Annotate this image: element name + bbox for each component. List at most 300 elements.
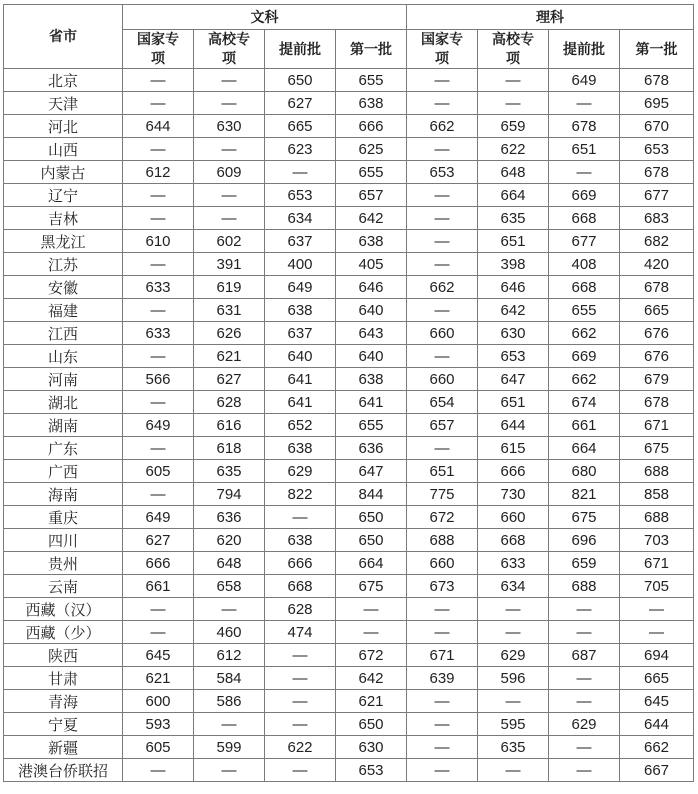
score-cell: 650 [265,69,336,92]
score-cell: 638 [265,437,336,460]
score-cell: 626 [194,322,265,345]
score-cell: — [123,437,194,460]
table-row [4,276,694,299]
score-cell: 628 [194,391,265,414]
score-cell: — [123,759,194,782]
score-cell: 610 [123,230,194,253]
score-cell: 400 [265,253,336,276]
score-cell: 775 [407,483,478,506]
province-cell: 海南 [4,483,123,506]
subheader-line: 国家专 [137,31,179,47]
score-cell: 641 [265,391,336,414]
score-cell: — [407,299,478,322]
score-cell: 680 [549,460,620,483]
score-cell: 678 [549,115,620,138]
province-cell: 内蒙古 [4,161,123,184]
score-cell: 630 [478,322,549,345]
score-cell: 649 [549,69,620,92]
score-cell: — [194,184,265,207]
score-cell: 677 [620,184,694,207]
score-cell: 621 [194,345,265,368]
score-cell: 650 [336,529,407,552]
score-cell: 662 [407,115,478,138]
province-cell: 西藏（汉） [4,598,123,621]
score-cell: — [407,713,478,736]
score-cell: — [265,690,336,713]
score-cell: — [407,437,478,460]
score-cell: 665 [620,667,694,690]
province-cell: 安徽 [4,276,123,299]
score-cell: 662 [549,368,620,391]
score-cell: 664 [478,184,549,207]
score-cell: 678 [620,69,694,92]
table-row [4,437,694,460]
score-cell: 678 [620,276,694,299]
score-cell: 638 [336,92,407,115]
score-cell: 627 [265,92,336,115]
score-cell: — [478,759,549,782]
score-cell: 858 [620,483,694,506]
subheader-line: 提前批 [563,40,605,57]
score-cell: 659 [478,115,549,138]
province-cell: 黑龙江 [4,230,123,253]
score-cell: — [478,92,549,115]
score-cell: — [265,713,336,736]
score-cell: 703 [620,529,694,552]
score-cell: — [549,736,620,759]
score-cell: — [194,69,265,92]
score-cell: 649 [123,506,194,529]
province-cell: 港澳台侨联招 [4,759,123,782]
score-cell: 602 [194,230,265,253]
score-cell: 669 [549,345,620,368]
score-cell: 612 [123,161,194,184]
score-cell: 647 [336,460,407,483]
table-row [4,92,694,115]
score-cell: 662 [620,736,694,759]
table-row [4,299,694,322]
score-cell: 669 [549,184,620,207]
score-cell: 636 [194,506,265,529]
province-cell: 西藏（少） [4,621,123,644]
score-cell: 650 [336,713,407,736]
score-cell: 655 [336,161,407,184]
score-cell: 612 [194,644,265,667]
table-body [4,69,694,782]
score-cell: 593 [123,713,194,736]
group-header-arts: 文科 [123,5,407,30]
score-cell: — [407,736,478,759]
score-cell: 615 [478,437,549,460]
score-cell: 651 [478,230,549,253]
score-cell: — [407,253,478,276]
score-cell: 642 [478,299,549,322]
score-cell: 668 [549,276,620,299]
table-row [4,529,694,552]
arts-early-batch-header [265,30,336,69]
province-cell: 重庆 [4,506,123,529]
province-cell: 江苏 [4,253,123,276]
table-row [4,161,694,184]
table-row [4,713,694,736]
score-cell: 622 [265,736,336,759]
score-cell: 660 [478,506,549,529]
score-cell: — [336,598,407,621]
score-cell: — [407,690,478,713]
score-cell: 635 [478,207,549,230]
score-cell: — [549,667,620,690]
score-cell: — [194,138,265,161]
score-cell: 678 [620,391,694,414]
score-cell: 655 [336,414,407,437]
score-cell: 640 [336,345,407,368]
score-cell: — [123,138,194,161]
score-cell: 671 [620,414,694,437]
score-cell: 664 [549,437,620,460]
score-cell: 687 [549,644,620,667]
table-row [4,138,694,161]
score-cell: 688 [407,529,478,552]
score-cell: — [478,621,549,644]
score-cell: 694 [620,644,694,667]
score-cell: — [123,207,194,230]
score-cell: 629 [265,460,336,483]
score-cell: 688 [620,506,694,529]
score-cell: 638 [265,529,336,552]
score-cell: 652 [265,414,336,437]
province-cell: 广东 [4,437,123,460]
score-cell: 822 [265,483,336,506]
score-cell: — [549,621,620,644]
province-cell: 河南 [4,368,123,391]
score-cell: 649 [265,276,336,299]
score-cell: 618 [194,437,265,460]
score-cell: 666 [265,552,336,575]
score-cell: — [123,299,194,322]
score-cell: 651 [549,138,620,161]
score-cell: 651 [478,391,549,414]
score-cell: 635 [478,736,549,759]
score-cell: 635 [194,460,265,483]
score-cell: 670 [620,115,694,138]
score-cell: 605 [123,736,194,759]
table-row [4,736,694,759]
score-cell: 653 [620,138,694,161]
score-cell: 623 [265,138,336,161]
score-cell: 672 [407,506,478,529]
score-cell: 638 [336,230,407,253]
score-cell: 655 [549,299,620,322]
score-cell: 667 [620,759,694,782]
score-cell: 640 [336,299,407,322]
score-cell: — [265,644,336,667]
score-cell: 628 [265,598,336,621]
score-cell: 665 [620,299,694,322]
province-cell: 河北 [4,115,123,138]
table-row [4,115,694,138]
score-cell: 622 [478,138,549,161]
score-cell: 696 [549,529,620,552]
subheader-line: 项 [435,50,449,66]
score-cell: 636 [336,437,407,460]
score-cell: 661 [123,575,194,598]
score-cell: — [123,621,194,644]
province-cell: 山西 [4,138,123,161]
score-cell: 633 [478,552,549,575]
score-cell: 688 [620,460,694,483]
score-cell: 630 [336,736,407,759]
score-cell: 675 [620,437,694,460]
table-row [4,184,694,207]
score-cell: 627 [123,529,194,552]
score-cell: 660 [407,368,478,391]
score-cell: — [123,345,194,368]
score-cell: 644 [620,713,694,736]
province-cell: 天津 [4,92,123,115]
subheader-line: 项 [506,50,520,66]
score-cell: 666 [336,115,407,138]
table-header [4,5,694,69]
arts-first-batch-header [336,30,407,69]
score-cell: 629 [478,644,549,667]
subheader-line: 项 [222,50,236,66]
subheader-line: 高校专 [492,31,534,47]
province-header: 省市 [4,5,123,69]
score-cell: 633 [123,322,194,345]
score-cell: 668 [265,575,336,598]
score-cell: 657 [407,414,478,437]
score-cell: 653 [407,161,478,184]
score-cell: 644 [478,414,549,437]
score-cell: 605 [123,460,194,483]
score-cell: 648 [478,161,549,184]
science-first-batch-header [620,30,694,69]
score-cell: 678 [620,161,694,184]
score-cell: 408 [549,253,620,276]
score-cell: 655 [336,69,407,92]
subheader-line: 第一批 [635,40,678,57]
table-row [4,598,694,621]
score-cell: 595 [478,713,549,736]
score-cell: 616 [194,414,265,437]
score-cell: 654 [407,391,478,414]
score-cell: 705 [620,575,694,598]
score-cell: 621 [336,690,407,713]
score-cell: 621 [123,667,194,690]
score-cell: 643 [336,322,407,345]
arts-university-special-header [194,30,265,69]
score-cell: 640 [265,345,336,368]
score-cell: 682 [620,230,694,253]
table-row [4,690,694,713]
score-cell: — [549,759,620,782]
score-cell: 671 [407,644,478,667]
score-cell: — [265,161,336,184]
score-cell: — [478,690,549,713]
score-cell: — [478,69,549,92]
score-cell: 642 [336,667,407,690]
score-cell: — [549,92,620,115]
score-cell: 673 [407,575,478,598]
score-cell: 844 [336,483,407,506]
province-cell: 新疆 [4,736,123,759]
score-cell: — [549,598,620,621]
table-row [4,207,694,230]
score-cell: 398 [478,253,549,276]
table-row [4,253,694,276]
score-cell: — [620,621,694,644]
score-cell: 630 [194,115,265,138]
score-cell: 637 [265,230,336,253]
score-cell: 600 [123,690,194,713]
score-cell: 639 [407,667,478,690]
score-cell: 688 [549,575,620,598]
score-cell: — [265,667,336,690]
score-cell: 695 [620,92,694,115]
group-header-row [4,5,694,30]
score-cell: — [407,759,478,782]
score-table [3,4,694,782]
score-cell: 625 [336,138,407,161]
score-cell: — [194,598,265,621]
score-cell: 662 [407,276,478,299]
table-row [4,506,694,529]
score-cell: 676 [620,322,694,345]
score-cell: 661 [549,414,620,437]
score-cell: — [123,598,194,621]
score-cell: 653 [336,759,407,782]
table-row [4,483,694,506]
province-cell: 云南 [4,575,123,598]
subheader-line: 国家专 [421,31,463,47]
province-cell: 湖南 [4,414,123,437]
province-cell: 福建 [4,299,123,322]
score-cell: 620 [194,529,265,552]
score-cell: 674 [549,391,620,414]
subheader-line: 高校专 [208,31,250,47]
score-cell: 651 [407,460,478,483]
score-cell: — [123,483,194,506]
score-cell: 659 [549,552,620,575]
score-cell: 627 [194,368,265,391]
score-cell: — [123,391,194,414]
score-cell: 794 [194,483,265,506]
score-cell: — [194,207,265,230]
score-cell: 666 [123,552,194,575]
score-cell: 645 [620,690,694,713]
score-cell: 596 [478,667,549,690]
score-cell: — [407,207,478,230]
science-early-batch-header [549,30,620,69]
science-university-special-header [478,30,549,69]
score-cell: — [549,161,620,184]
subheader-line: 提前批 [279,40,321,57]
score-cell: 821 [549,483,620,506]
score-cell: 641 [265,368,336,391]
score-cell: — [620,598,694,621]
table-row [4,414,694,437]
score-cell: — [407,69,478,92]
province-cell: 江西 [4,322,123,345]
score-cell: — [194,92,265,115]
score-cell: 672 [336,644,407,667]
score-cell: — [478,598,549,621]
score-cell: 634 [478,575,549,598]
score-cell: — [336,621,407,644]
score-cell: 665 [265,115,336,138]
province-cell: 北京 [4,69,123,92]
province-cell: 四川 [4,529,123,552]
score-cell: 391 [194,253,265,276]
score-cell: — [265,759,336,782]
score-cell: 677 [549,230,620,253]
score-cell: — [407,230,478,253]
score-cell: 566 [123,368,194,391]
score-cell: 650 [336,506,407,529]
score-cell: 609 [194,161,265,184]
score-cell: — [407,92,478,115]
score-cell: 679 [620,368,694,391]
province-cell: 贵州 [4,552,123,575]
score-cell: 619 [194,276,265,299]
score-cell: 648 [194,552,265,575]
score-cell: 637 [265,322,336,345]
table-row [4,644,694,667]
province-cell: 湖北 [4,391,123,414]
score-cell: 420 [620,253,694,276]
score-cell: 666 [478,460,549,483]
score-cell: 641 [336,391,407,414]
score-cell: 730 [478,483,549,506]
score-cell: 653 [478,345,549,368]
score-cell: 662 [549,322,620,345]
score-cell: — [123,253,194,276]
score-cell: 676 [620,345,694,368]
score-cell: 644 [123,115,194,138]
score-cell: 631 [194,299,265,322]
score-cell: 660 [407,552,478,575]
score-cell: — [265,506,336,529]
score-cell: 658 [194,575,265,598]
score-cell: 668 [549,207,620,230]
score-cell: — [407,621,478,644]
province-cell: 甘肃 [4,667,123,690]
score-cell: 668 [478,529,549,552]
province-cell: 广西 [4,460,123,483]
table-row [4,368,694,391]
score-cell: 460 [194,621,265,644]
score-cell: 629 [549,713,620,736]
score-cell: 642 [336,207,407,230]
subheader-line: 第一批 [350,40,392,57]
province-cell: 吉林 [4,207,123,230]
table-row [4,322,694,345]
science-national-special-header [407,30,478,69]
score-cell: — [123,184,194,207]
province-cell: 陕西 [4,644,123,667]
subheader-line: 项 [151,50,165,66]
score-cell: 638 [265,299,336,322]
table-row [4,552,694,575]
table-row [4,345,694,368]
score-cell: 660 [407,322,478,345]
arts-national-special-header [123,30,194,69]
score-cell: 405 [336,253,407,276]
score-cell: 675 [549,506,620,529]
province-cell: 青海 [4,690,123,713]
score-cell: 633 [123,276,194,299]
score-cell: — [407,345,478,368]
